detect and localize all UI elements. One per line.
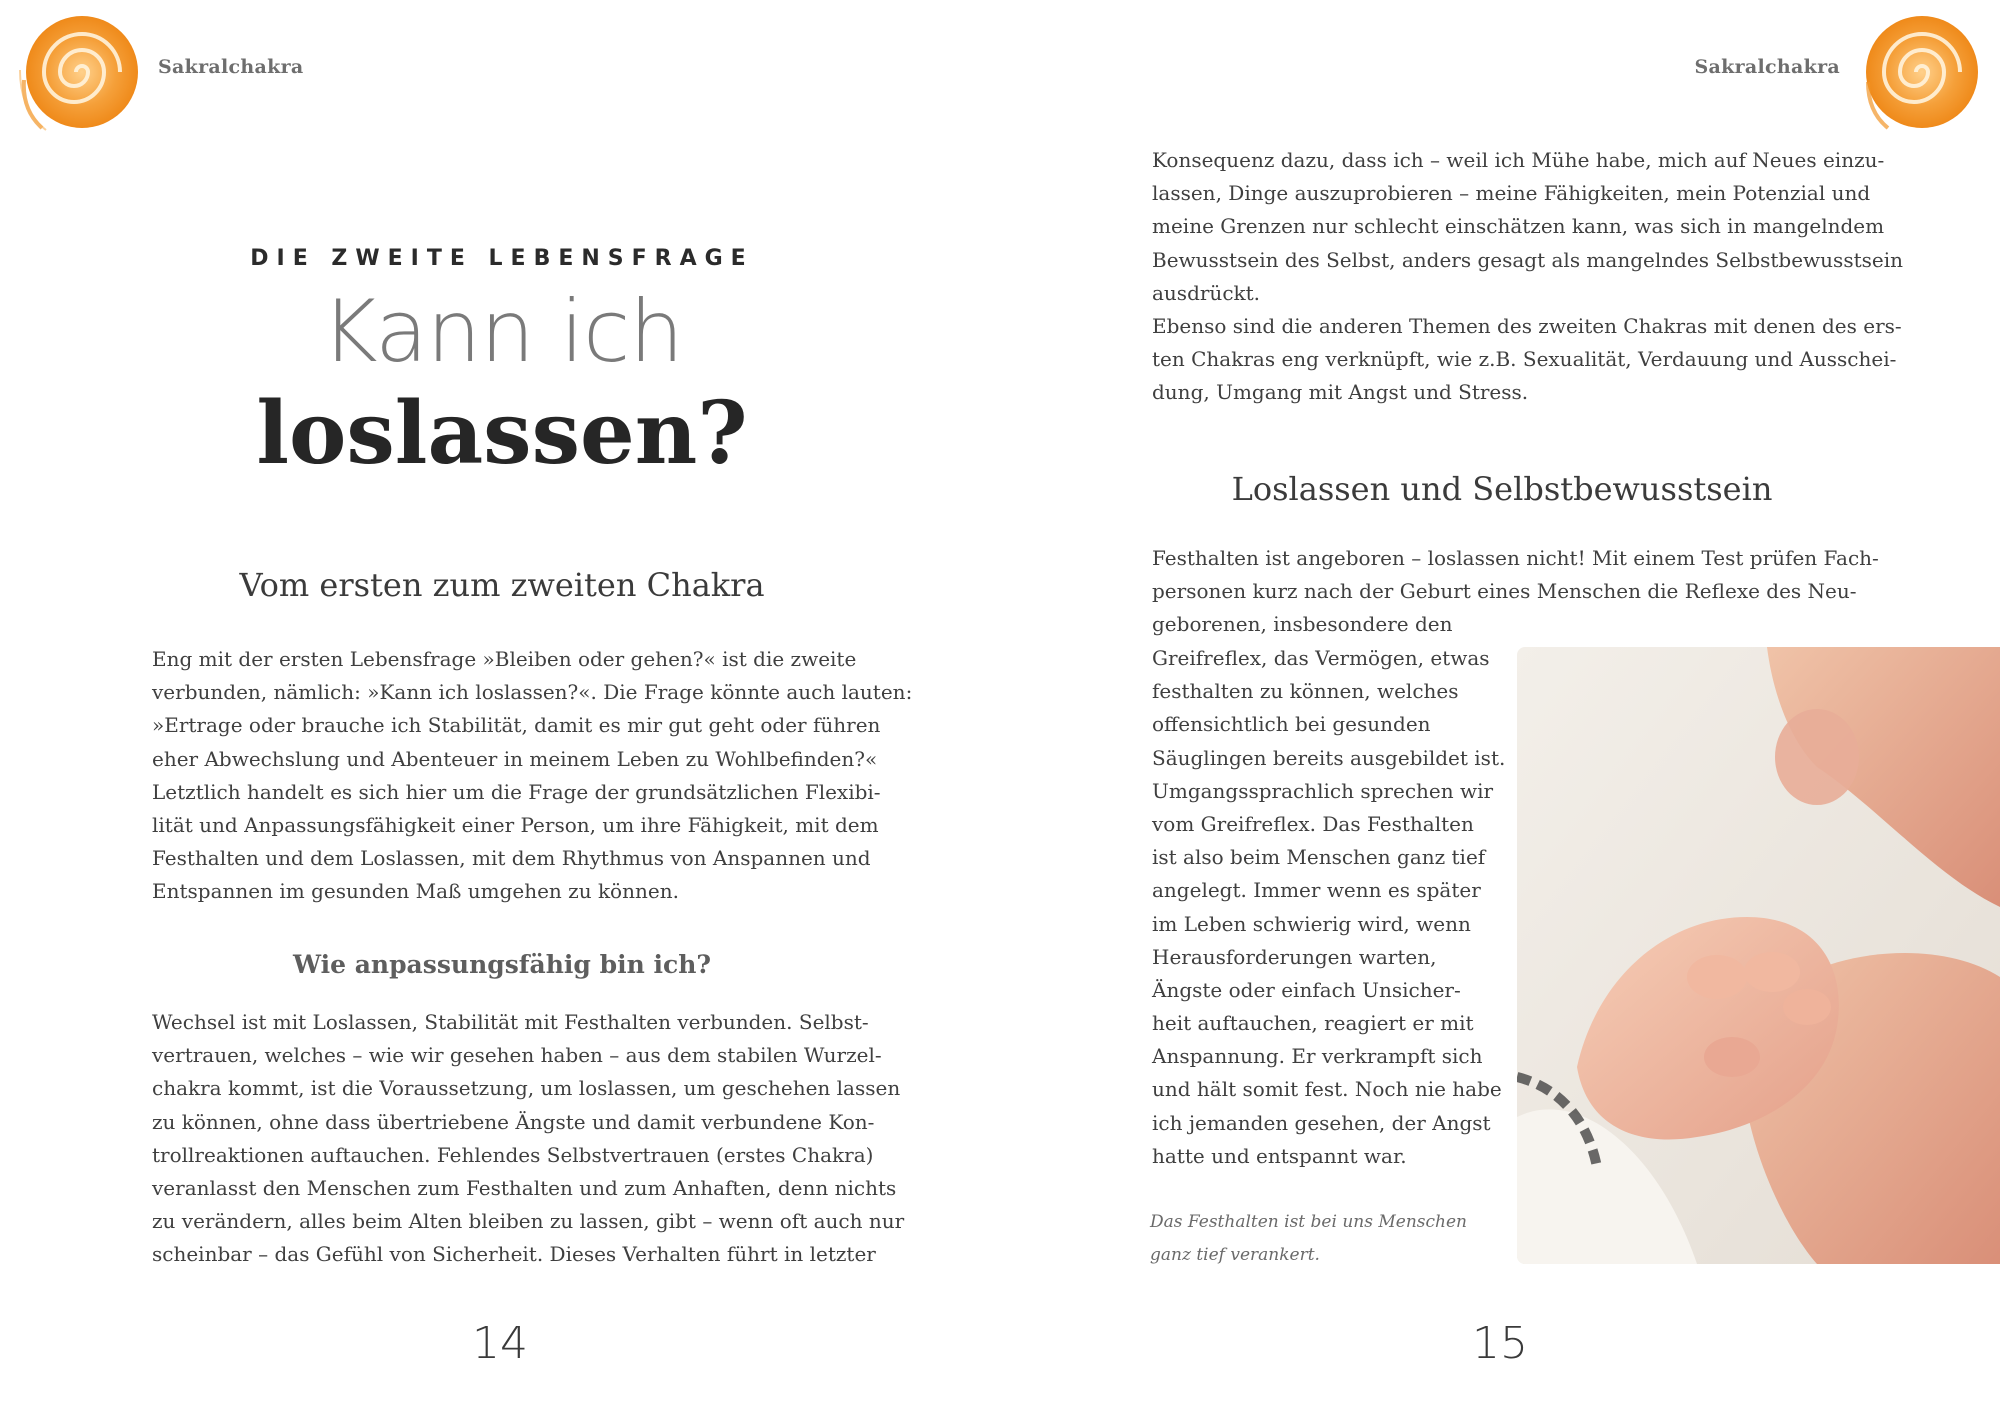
text-line: chakra kommt, ist die Voraussetzung, um loslassen, um geschehen lassen bbox=[152, 1076, 901, 1101]
running-head: Sakralchakra bbox=[158, 56, 304, 78]
swirl-logo-icon bbox=[1856, 10, 1986, 140]
text-line: lität und Anpassungsfähigkeit einer Person, um ihre Fähigkeit, mit dem bbox=[152, 812, 879, 837]
text-line: personen kurz nach der Geburt eines Menschen die Reflexe des Neu- bbox=[1152, 579, 1857, 604]
text-line: zu können, ohne dass übertriebene Ängste und damit verbundene Kon- bbox=[152, 1109, 875, 1134]
swirl-logo-icon bbox=[14, 10, 144, 140]
photo-caption bbox=[1150, 1206, 1510, 1272]
section2-paragraph bbox=[152, 1006, 904, 1272]
text-line: Festhalten und dem Loslassen, mit dem Rhythmus von Anspannen und bbox=[152, 846, 871, 871]
chapter-kicker: DIE ZWEITE LEBENSFRAGE bbox=[250, 246, 754, 271]
text-line: ten Chakras eng verknüpft, wie z.B. Sexualität, Verdauung und Ausschei- bbox=[1152, 347, 1897, 372]
text-line: Letztlich handelt es sich hier um die Frage der grundsätzlichen Flexibi- bbox=[152, 779, 881, 804]
text-line: vertrauen, welches – wie wir gesehen haben – aus dem stabilen Wurzel- bbox=[152, 1043, 882, 1068]
text-line: angelegt. Immer wenn es später bbox=[1152, 878, 1481, 903]
caption-line: ganz tief verankert. bbox=[1150, 1245, 1320, 1265]
section1-paragraph bbox=[152, 643, 912, 909]
text-line: scheinbar – das Gefühl von Sicherheit. Dieses Verhalten führt in letzter bbox=[152, 1242, 876, 1267]
section-paragraph-narrow bbox=[1152, 642, 1505, 1173]
right-page bbox=[1000, 0, 2000, 1412]
chapter-title-line1: Kann ich bbox=[321, 282, 683, 382]
text-line: ausdrückt. bbox=[1152, 280, 1261, 305]
text-line: Greifreflex, das Vermögen, etwas bbox=[1152, 646, 1490, 670]
text-line: Säuglingen bereits ausgebildet ist. bbox=[1152, 745, 1506, 770]
text-line: im Leben schwierig wird, wenn bbox=[1152, 911, 1471, 936]
baby-hand-photo bbox=[1517, 647, 2000, 1264]
text-line: Anspannung. Er verkrampft sich bbox=[1152, 1044, 1483, 1069]
text-line: trollreaktionen auftauchen. Fehlendes Selbstvertrauen (erstes Chakra) bbox=[152, 1142, 874, 1167]
text-line: festhalten zu können, welches bbox=[1152, 679, 1459, 704]
text-line: heit auftauchen, reagiert er mit bbox=[1152, 1011, 1474, 1036]
text-line: und hält somit fest. Noch nie habe bbox=[1152, 1077, 1502, 1102]
text-line: Ebenso sind die anderen Themen des zweiten Chakras mit denen des ers- bbox=[1152, 313, 1902, 338]
text-line: ist also beim Menschen ganz tief bbox=[1152, 845, 1486, 870]
text-line: Konsequenz dazu, dass ich – weil ich Mühe habe, mich auf Neues einzu- bbox=[1152, 148, 1885, 172]
continued-paragraph bbox=[1152, 144, 1903, 410]
section-heading-chakra: Vom ersten zum zweiten Chakra bbox=[239, 566, 765, 604]
text-line: Umgangssprachlich sprechen wir bbox=[1152, 778, 1494, 803]
text-line: dung, Umgang mit Angst und Stress. bbox=[1152, 380, 1529, 405]
text-line: vom Greifreflex. Das Festhalten bbox=[1152, 811, 1474, 836]
text-line: Bewusstsein des Selbst, anders gesagt als mangelndes Selbstbewusstsein bbox=[1152, 247, 1903, 272]
text-line: Festhalten ist angeboren – loslassen nicht! Mit einem Test prüfen Fach- bbox=[1152, 546, 1879, 570]
text-line: zu verändern, alles beim Alten bleiben zu lassen, gibt – wenn oft auch nur bbox=[152, 1209, 905, 1234]
running-head: Sakralchakra bbox=[1694, 56, 1840, 78]
text-line: hatte und entspannt war. bbox=[1152, 1143, 1407, 1168]
page-number: 15 bbox=[1472, 1318, 1528, 1369]
text-line: Herausforderungen warten, bbox=[1152, 944, 1437, 969]
text-line: veranlasst den Menschen zum Festhalten und zum Anhaften, denn nichts bbox=[152, 1175, 897, 1200]
text-line: verbunden, nämlich: »Kann ich loslassen?«. Die Frage könnte auch lauten: bbox=[152, 680, 913, 705]
text-line: meine Grenzen nur schlecht einschätzen kann, was sich in mangelndem bbox=[1152, 214, 1885, 239]
text-line: Wechsel ist mit Loslassen, Stabilität mit Festhalten verbunden. Selbst- bbox=[152, 1010, 869, 1034]
text-line: eher Abwechslung und Abenteuer in meinem Leben zu Wohlbefinden?« bbox=[152, 746, 878, 771]
text-line: offensichtlich bei gesunden bbox=[1152, 712, 1431, 737]
text-line: Ängste oder einfach Unsicher- bbox=[1152, 977, 1461, 1002]
section-heading-loslassen: Loslassen und Selbstbewusstsein bbox=[1231, 470, 1773, 508]
text-line: lassen, Dinge auszuprobieren – meine Fähigkeiten, mein Potenzial und bbox=[1152, 181, 1871, 206]
caption-line: Das Festhalten ist bei uns Menschen bbox=[1150, 1212, 1467, 1232]
text-line: Entspannen im gesunden Maß umgehen zu können. bbox=[152, 879, 679, 904]
text-line: geborenen, insbesondere den bbox=[1152, 612, 1453, 637]
text-line: »Ertrage oder brauche ich Stabilität, damit es mir gut geht oder führen bbox=[152, 713, 881, 738]
page-number: 14 bbox=[472, 1318, 528, 1369]
text-line: ich jemanden gesehen, der Angst bbox=[1152, 1110, 1491, 1135]
subsection-heading: Wie anpassungsfähig bin ich? bbox=[292, 950, 712, 979]
text-line: Eng mit der ersten Lebensfrage »Bleiben oder gehen?« ist die zweite bbox=[152, 647, 857, 671]
chapter-title-line2: loslassen? bbox=[256, 383, 748, 484]
section-paragraph-wide bbox=[1152, 542, 1879, 642]
